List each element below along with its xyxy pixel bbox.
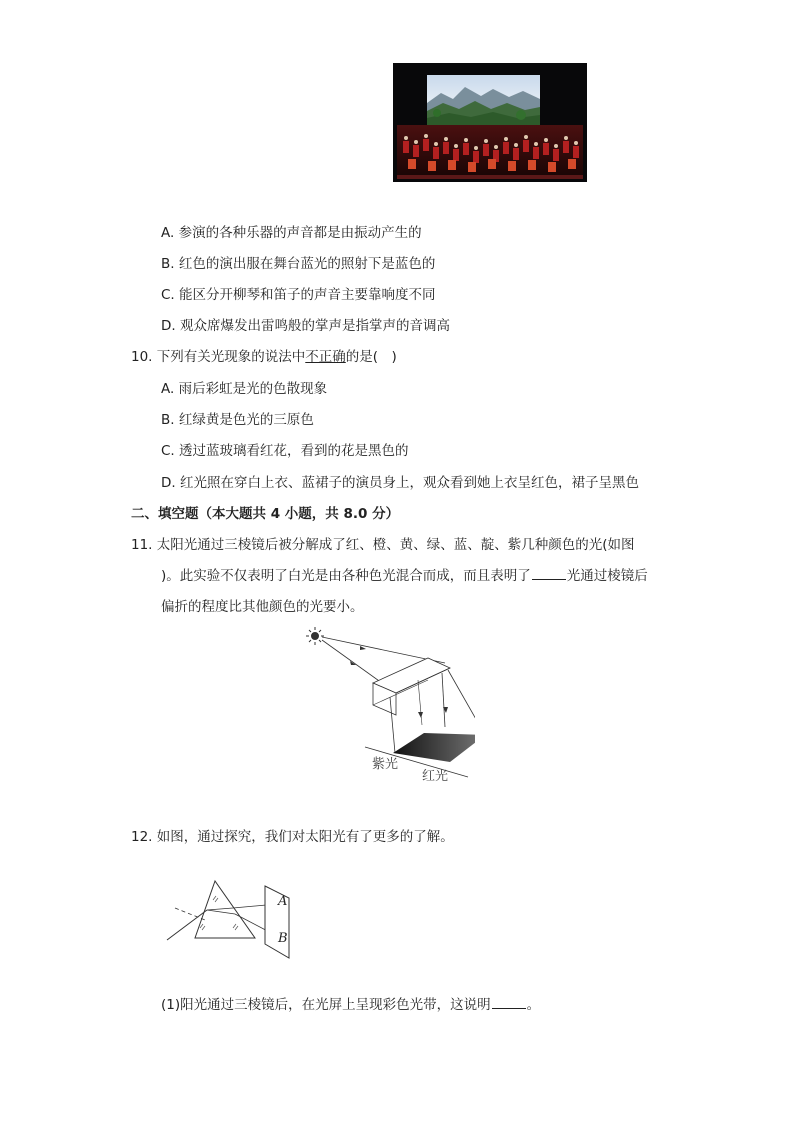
q10-option-d: D. 红光照在穿白上衣、蓝裙子的演员身上，观众看到她上衣呈红色，裙子呈黑色 (161, 475, 639, 491)
label-a: A (278, 894, 288, 909)
q11-line-1: 11. 太阳光通过三棱镜后被分解成了红、橙、黄、绿、蓝、靛、紫几种颜色的光(如图 (131, 537, 635, 553)
q9-option-d: D. 观众席爆发出雷鸣般的掌声是指掌声的音调高 (161, 318, 450, 334)
q9-option-c: C. 能区分开柳琴和笛子的声音主要靠响度不同 (161, 287, 436, 303)
q9-option-a: A. 参演的各种乐器的声音都是由振动产生的 (161, 225, 422, 241)
answer-blank[interactable] (532, 567, 566, 580)
prism-screen-figure (165, 878, 315, 963)
q12-stem: 12. 如图，通过探究，我们对太阳光有了更多的了解。 (131, 829, 454, 845)
label-red: 红光 (422, 769, 449, 784)
q10-stem: 10. 下列有关光现象的说法中不正确的是( ) (131, 349, 397, 365)
q9-option-b: B. 红色的演出服在舞台蓝光的照射下是蓝色的 (161, 256, 436, 272)
q10-option-b: B. 红绿黄是色光的三原色 (161, 412, 314, 428)
label-b: B (278, 931, 288, 946)
label-violet: 紫光 (372, 757, 399, 772)
q10-option-c: C. 透过蓝玻璃看红花，看到的花是黑色的 (161, 443, 409, 459)
q10-option-a: A. 雨后彩虹是光的色散现象 (161, 381, 328, 397)
concert-photo (393, 63, 587, 182)
q11-line-3: 偏折的程度比其他颜色的光要小。 (161, 599, 364, 615)
q11-line-2: )。此实验不仅表明了白光是由各种色光混合而成，而且表明了 光通过棱镜后 (161, 568, 648, 584)
answer-blank[interactable] (492, 996, 526, 1009)
section-heading: 二、填空题（本大题共 4 小题，共 8.0 分） (131, 506, 400, 522)
sun-icon (306, 627, 324, 645)
q12-sub-1: (1)阳光通过三棱镜后，在光屏上呈现彩色光带，这说明 。 (161, 997, 541, 1013)
